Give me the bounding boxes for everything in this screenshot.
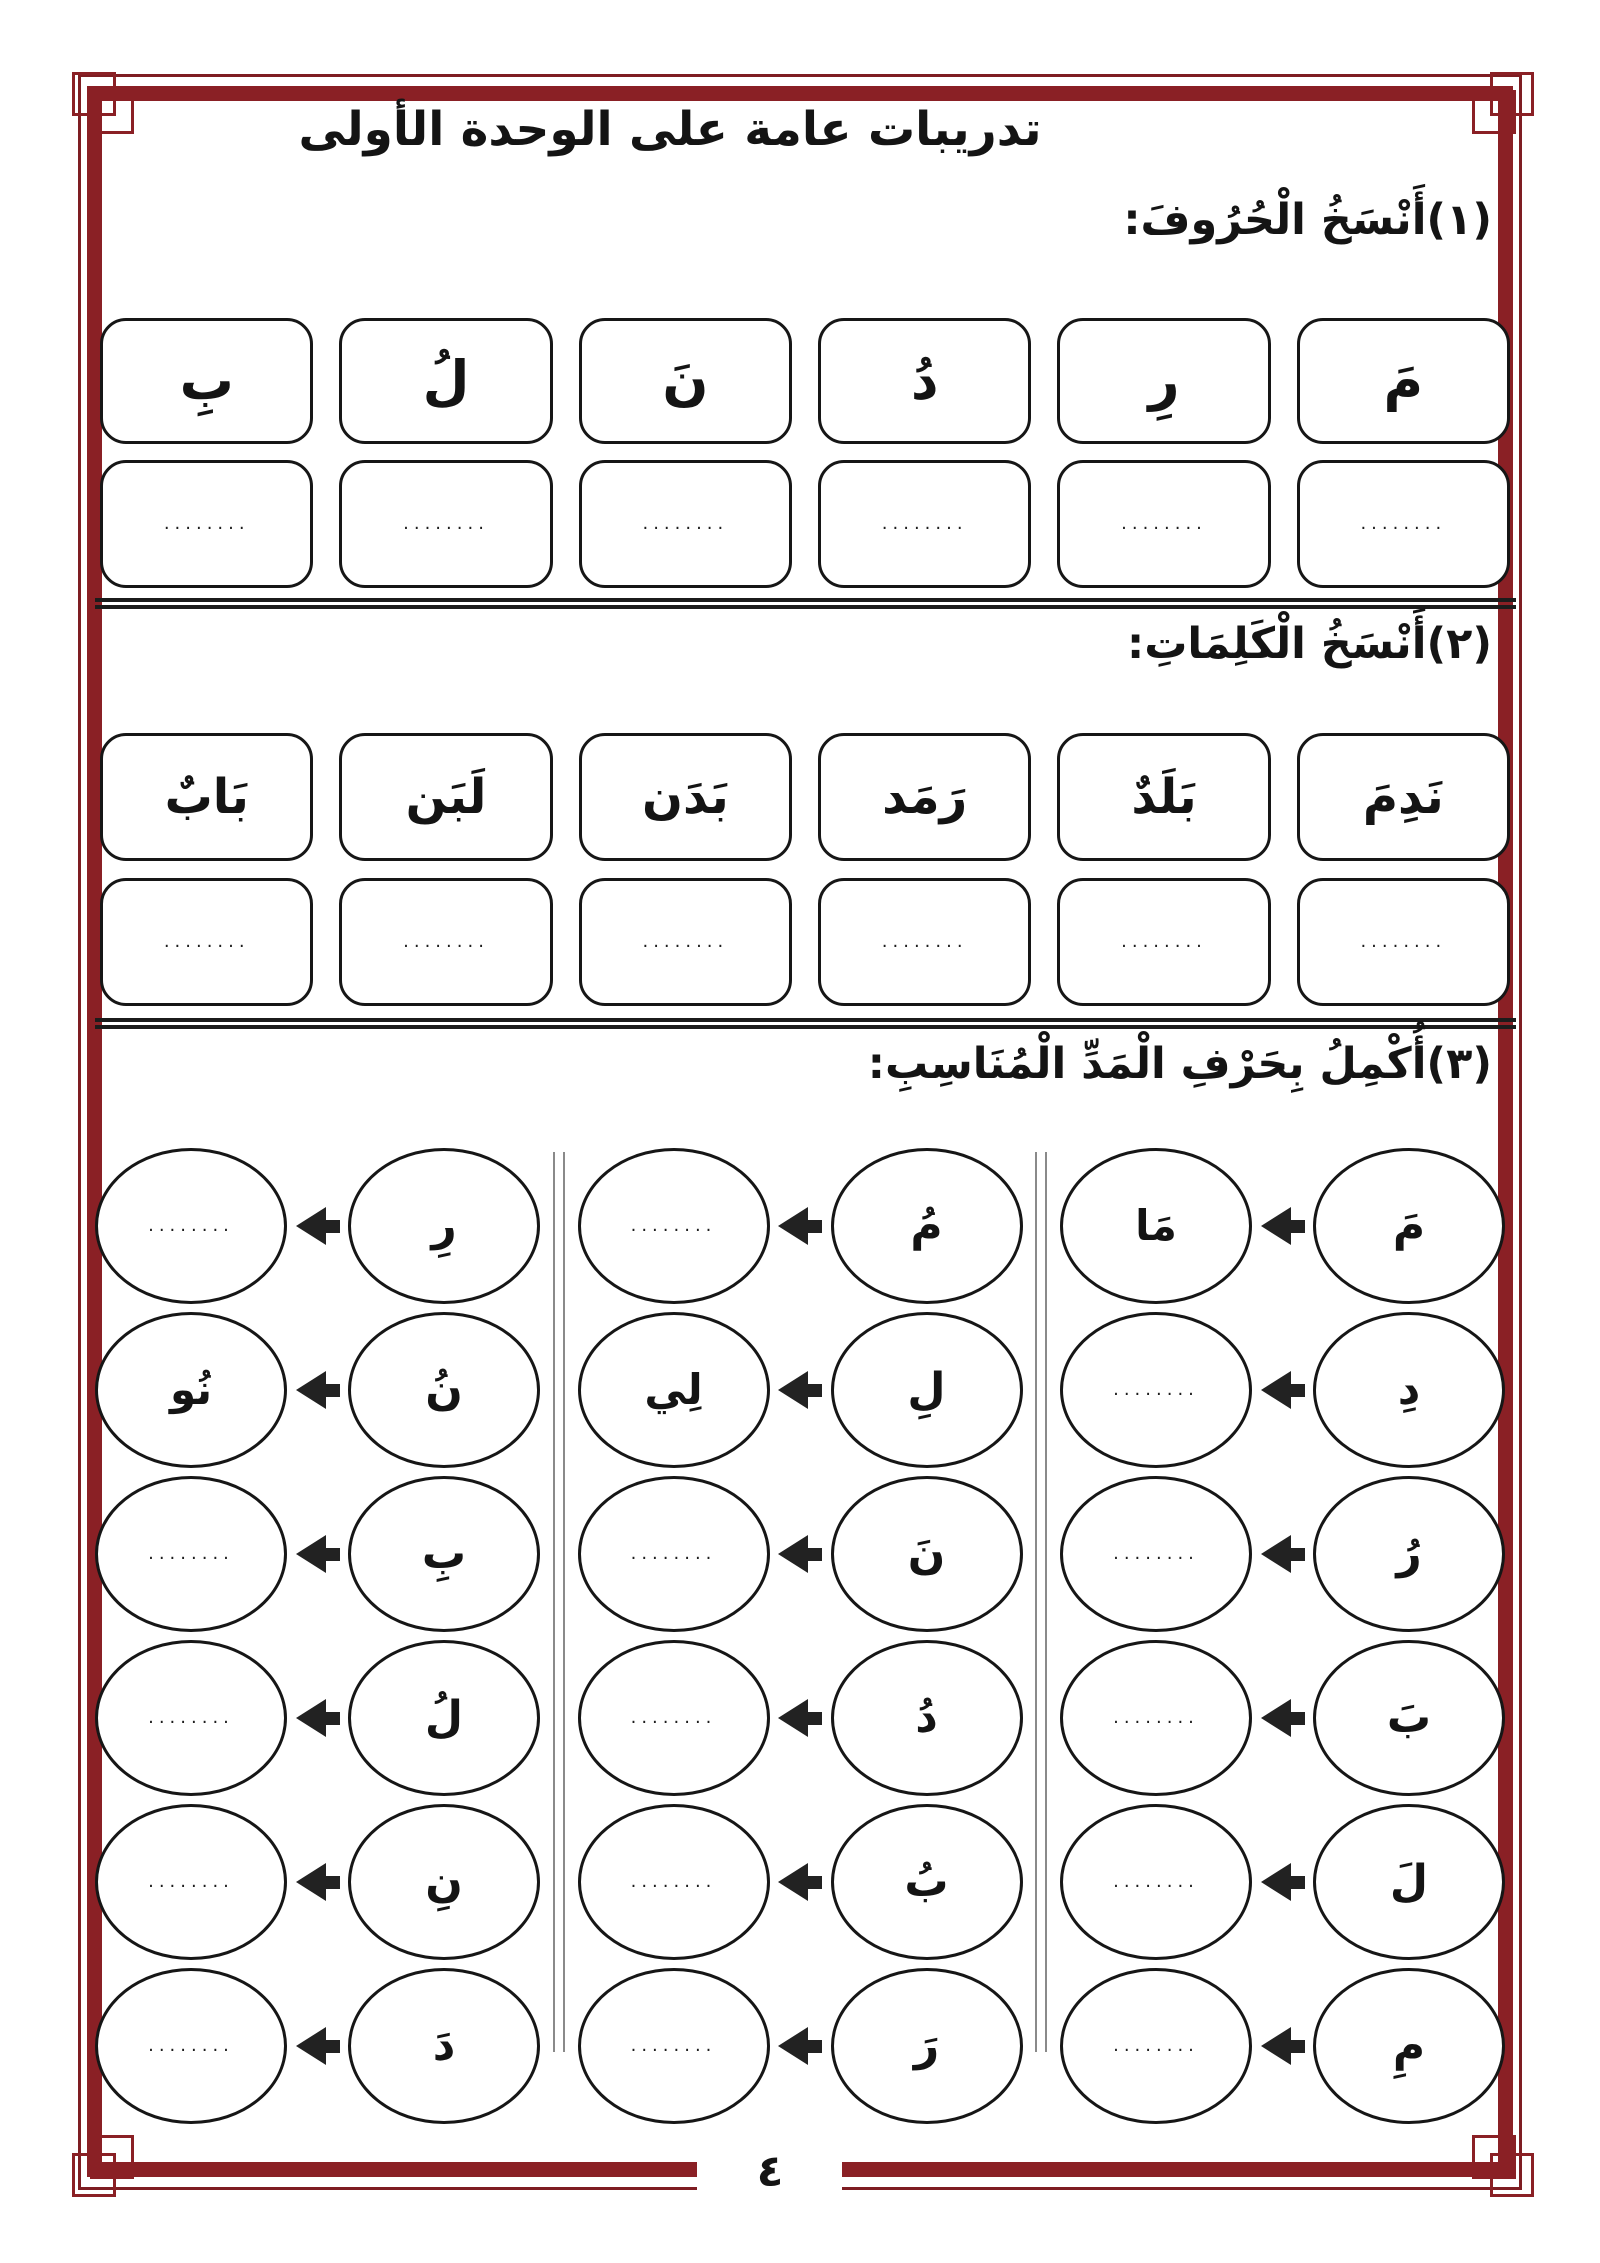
word: رَمَد xyxy=(882,769,968,825)
arrow-left-icon xyxy=(778,1535,822,1573)
exercise1-answers-row xyxy=(100,460,1510,588)
answer-box[interactable] xyxy=(1057,878,1270,1006)
answer-ellipse[interactable] xyxy=(1060,1640,1252,1796)
exercise2-answers-row xyxy=(100,878,1510,1006)
exercise2-heading: (٢)أَنْسَخُ الْكَلِمَاتِ: xyxy=(1127,619,1492,669)
letter-ellipse xyxy=(831,1968,1023,2124)
madd-answer: ........ xyxy=(630,2035,717,2056)
word-box xyxy=(1297,733,1510,861)
answer-ellipse[interactable] xyxy=(1060,1476,1252,1632)
arrow-left-icon xyxy=(778,1699,822,1737)
madd-letter: لُ xyxy=(424,1692,464,1743)
answer-box[interactable] xyxy=(1297,878,1510,1006)
letter-box xyxy=(818,318,1031,444)
madd-pair xyxy=(95,1148,540,1304)
madd-answer: ........ xyxy=(148,1707,234,1728)
arrow-left-icon xyxy=(1261,1863,1305,1901)
letter-box xyxy=(100,318,313,444)
column-divider xyxy=(1035,1152,1047,2052)
letter-ellipse xyxy=(831,1148,1023,1304)
answer-ellipse[interactable] xyxy=(95,1968,287,2124)
answer-blank: ........ xyxy=(1121,931,1207,952)
madd-pair xyxy=(1060,1804,1505,1960)
arrow-left-icon xyxy=(296,1699,340,1737)
word: نَدِمَ xyxy=(1362,769,1444,825)
arrow-left-icon xyxy=(296,1535,340,1573)
madd-letter: مَ xyxy=(1392,1200,1426,1251)
madd-answer: نُو xyxy=(169,1365,213,1414)
madd-pair xyxy=(1060,1148,1505,1304)
letter-box xyxy=(1297,318,1510,444)
letter: لُ xyxy=(422,349,470,412)
letter-ellipse xyxy=(348,1804,540,1960)
answer-blank: ........ xyxy=(881,931,968,952)
answer-ellipse[interactable] xyxy=(578,1804,770,1960)
page-border-thin-left xyxy=(78,74,81,2190)
word: بَابٌ xyxy=(164,769,249,825)
arrow-left-icon xyxy=(1261,1371,1305,1409)
madd-answer: لِي xyxy=(644,1365,703,1414)
corner-ornament xyxy=(1472,90,1516,134)
word-box xyxy=(339,733,552,861)
arrow-left-icon xyxy=(296,1371,340,1409)
madd-letter: دَ xyxy=(432,2020,456,2071)
letter-ellipse xyxy=(1313,1804,1505,1960)
answer-box[interactable] xyxy=(339,460,552,588)
madd-answer: ........ xyxy=(1113,2035,1199,2056)
letter: نَ xyxy=(662,349,709,412)
madd-letter: نِ xyxy=(425,1856,463,1907)
madd-answer: مَا xyxy=(1135,1201,1177,1250)
letter-ellipse xyxy=(831,1640,1023,1796)
arrow-left-icon xyxy=(1261,2027,1305,2065)
letter-box xyxy=(579,318,792,444)
letter-ellipse xyxy=(1313,1640,1505,1796)
madd-pair xyxy=(95,1968,540,2124)
answer-box[interactable] xyxy=(1057,460,1270,588)
madd-column-middle xyxy=(578,1148,1023,2132)
madd-pair xyxy=(1060,1968,1505,2124)
answer-box[interactable] xyxy=(818,460,1031,588)
answer-blank: ........ xyxy=(1121,513,1207,534)
madd-column-right xyxy=(1060,1148,1505,2132)
answer-ellipse[interactable] xyxy=(95,1640,287,1796)
answer-ellipse[interactable] xyxy=(578,1476,770,1632)
madd-letter: رَ xyxy=(913,2020,940,2071)
madd-answer: ........ xyxy=(630,1707,717,1728)
madd-answer: ........ xyxy=(630,1871,717,1892)
exercise1-heading: (١)أَنْسَخُ الْحُرُوفَ: xyxy=(1123,195,1492,245)
answer-ellipse[interactable] xyxy=(578,1968,770,2124)
answer-box[interactable] xyxy=(100,878,313,1006)
arrow-left-icon xyxy=(1261,1207,1305,1245)
corner-ornament xyxy=(90,2135,134,2179)
madd-pair xyxy=(1060,1640,1505,1796)
madd-answer: ........ xyxy=(1113,1871,1199,1892)
answer-box[interactable] xyxy=(1297,460,1510,588)
madd-letter: مِ xyxy=(1392,2020,1426,2071)
answer-ellipse[interactable] xyxy=(1060,1804,1252,1960)
madd-letter: رِ xyxy=(431,1200,457,1251)
madd-answer: ........ xyxy=(148,1215,234,1236)
letter-ellipse xyxy=(348,1148,540,1304)
letter: رِ xyxy=(1148,349,1180,412)
letter-ellipse xyxy=(1313,1312,1505,1468)
answer-blank: ........ xyxy=(1360,513,1447,534)
letter: بِ xyxy=(179,349,234,412)
page-border-thin-right xyxy=(1519,74,1522,2190)
word-box xyxy=(100,733,313,861)
arrow-left-icon xyxy=(778,1863,822,1901)
page-border-thin-top xyxy=(78,74,1522,77)
madd-answer: ........ xyxy=(1113,1707,1199,1728)
word: بَدَن xyxy=(642,769,729,825)
madd-pair xyxy=(578,1312,1023,1468)
madd-answer: ........ xyxy=(1113,1543,1199,1564)
page-border-thin-bottom-right xyxy=(842,2187,1522,2190)
madd-pair xyxy=(1060,1312,1505,1468)
answer-box[interactable] xyxy=(818,878,1031,1006)
section-divider xyxy=(95,1018,1516,1029)
word: لَبَن xyxy=(405,769,487,825)
arrow-left-icon xyxy=(296,1863,340,1901)
madd-letter: لَ xyxy=(1389,1856,1429,1907)
page-border-band-top xyxy=(87,86,1513,101)
arrow-left-icon xyxy=(1261,1699,1305,1737)
word-box xyxy=(579,733,792,861)
madd-letter: لِ xyxy=(907,1364,946,1415)
exercise3-grid xyxy=(95,1148,1505,2132)
answer-ellipse[interactable] xyxy=(95,1312,287,1468)
letter: مَ xyxy=(1383,349,1424,412)
letter-ellipse xyxy=(1313,1476,1505,1632)
page-border-thin-bottom-left xyxy=(78,2187,697,2190)
letter-box xyxy=(339,318,552,444)
madd-answer: ........ xyxy=(148,2035,234,2056)
answer-box[interactable] xyxy=(100,460,313,588)
madd-letter: بَ xyxy=(1386,1692,1432,1743)
page-border-band-bottom-left xyxy=(87,2162,697,2177)
madd-answer: ........ xyxy=(630,1215,717,1236)
answer-ellipse[interactable] xyxy=(1060,1312,1252,1468)
letter: دُ xyxy=(910,349,939,412)
page-number: ٤ xyxy=(756,2146,784,2197)
madd-pair xyxy=(1060,1476,1505,1632)
letter-ellipse xyxy=(1313,1148,1505,1304)
madd-pair xyxy=(578,1476,1023,1632)
madd-pair xyxy=(95,1640,540,1796)
madd-pair xyxy=(578,1640,1023,1796)
answer-blank: ........ xyxy=(403,931,489,952)
page-title: تدريبات عامة على الوحدة الأولى xyxy=(298,102,1042,157)
madd-pair xyxy=(578,1148,1023,1304)
section-divider xyxy=(95,598,1516,609)
letter-box xyxy=(1057,318,1270,444)
page-border-band-bottom-right xyxy=(842,2162,1513,2177)
answer-blank: ........ xyxy=(642,931,729,952)
madd-pair xyxy=(578,1804,1023,1960)
madd-column-left xyxy=(95,1148,540,2132)
answer-box[interactable] xyxy=(339,878,552,1006)
letter-ellipse xyxy=(831,1476,1023,1632)
madd-letter: نُ xyxy=(425,1364,463,1415)
arrow-left-icon xyxy=(778,1207,822,1245)
answer-blank: ........ xyxy=(642,513,729,534)
letter-ellipse xyxy=(831,1804,1023,1960)
column-divider xyxy=(553,1152,565,2052)
answer-blank: ........ xyxy=(881,513,968,534)
madd-answer: ........ xyxy=(1113,1379,1199,1400)
madd-answer: ........ xyxy=(148,1871,234,1892)
answer-ellipse[interactable] xyxy=(578,1148,770,1304)
answer-ellipse[interactable] xyxy=(1060,1968,1252,2124)
answer-ellipse[interactable] xyxy=(1060,1148,1252,1304)
word-box xyxy=(1057,733,1270,861)
arrow-left-icon xyxy=(296,1207,340,1245)
answer-box[interactable] xyxy=(579,460,792,588)
madd-pair xyxy=(95,1476,540,1632)
answer-ellipse[interactable] xyxy=(95,1476,287,1632)
letter-ellipse xyxy=(348,1476,540,1632)
answer-blank: ........ xyxy=(1360,931,1447,952)
corner-ornament xyxy=(1472,2135,1516,2179)
arrow-left-icon xyxy=(1261,1535,1305,1573)
answer-blank: ........ xyxy=(163,931,250,952)
answer-ellipse[interactable] xyxy=(578,1640,770,1796)
madd-answer: ........ xyxy=(148,1543,234,1564)
letter-ellipse xyxy=(348,1312,540,1468)
madd-pair xyxy=(578,1968,1023,2124)
answer-ellipse[interactable] xyxy=(95,1804,287,1960)
madd-pair xyxy=(95,1804,540,1960)
answer-ellipse[interactable] xyxy=(95,1148,287,1304)
letter-ellipse xyxy=(831,1312,1023,1468)
letter-ellipse xyxy=(1313,1968,1505,2124)
word: بَلَدٌ xyxy=(1131,769,1197,825)
madd-letter: نَ xyxy=(907,1528,946,1579)
madd-letter: مُ xyxy=(910,1200,943,1251)
madd-pair xyxy=(95,1312,540,1468)
madd-letter: دِ xyxy=(1397,1364,1421,1415)
madd-letter: دُ xyxy=(915,1692,938,1743)
answer-box[interactable] xyxy=(579,878,792,1006)
letter-ellipse xyxy=(348,1968,540,2124)
madd-letter: بِ xyxy=(421,1528,467,1579)
arrow-left-icon xyxy=(778,1371,822,1409)
answer-blank: ........ xyxy=(403,513,489,534)
arrow-left-icon xyxy=(778,2027,822,2065)
madd-answer: ........ xyxy=(630,1543,717,1564)
exercise1-letters-row xyxy=(100,318,1510,444)
exercise3-heading: (٣)أُكْمِلُ بِحَرْفِ الْمَدِّ الْمُنَاسِبِ: xyxy=(867,1039,1492,1089)
exercise2-words-row xyxy=(100,733,1510,861)
arrow-left-icon xyxy=(296,2027,340,2065)
word-box xyxy=(818,733,1031,861)
answer-ellipse[interactable] xyxy=(578,1312,770,1468)
answer-blank: ........ xyxy=(163,513,250,534)
madd-letter: بُ xyxy=(904,1856,949,1907)
madd-letter: رُ xyxy=(1396,1528,1422,1579)
letter-ellipse xyxy=(348,1640,540,1796)
